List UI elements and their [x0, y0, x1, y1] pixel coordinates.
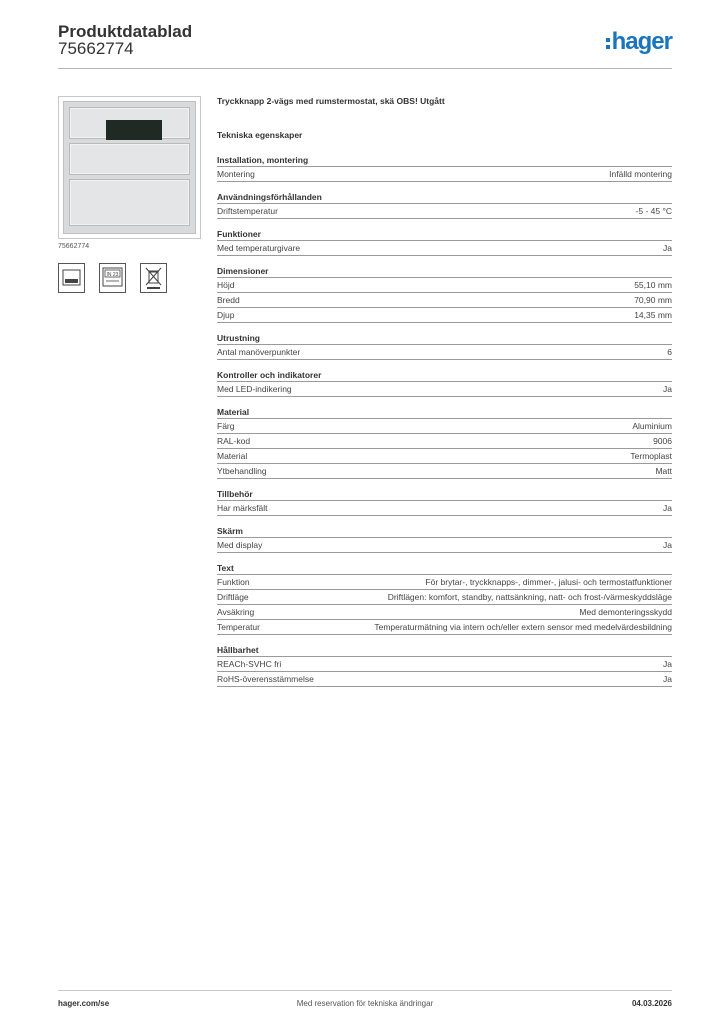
spec-section [217, 155, 672, 182]
spec-label: Ytbehandling [217, 466, 267, 476]
spec-section [217, 645, 672, 687]
spec-row [217, 433, 672, 448]
spec-section [217, 192, 672, 219]
spec-section [217, 407, 672, 479]
spec-value: Termoplast [630, 451, 672, 461]
spec-row [217, 574, 672, 589]
section-title: Installation, montering [217, 155, 309, 165]
spec-row [217, 656, 672, 671]
spec-label: Med temperaturgivare [217, 243, 301, 253]
spec-value: 9006 [653, 436, 672, 446]
spec-section [217, 370, 672, 397]
section-title: Kontroller och indikatorer [217, 370, 322, 380]
spec-row [217, 307, 672, 323]
section-title: Funktioner [217, 229, 261, 239]
spec-label: Höjd [217, 280, 235, 290]
spec-row [217, 589, 672, 604]
hager-logo [606, 28, 672, 56]
spec-sections [217, 155, 672, 687]
spec-label: Montering [217, 169, 255, 179]
spec-value: Med demonteringsskydd [579, 607, 672, 617]
certification-icons [58, 263, 167, 293]
image-caption: 75662774 [58, 243, 90, 250]
logo-text: hager [611, 28, 672, 55]
spec-value: Ja [663, 674, 672, 684]
section-title: Text [217, 563, 234, 573]
spec-row [217, 240, 672, 256]
spec-section [217, 229, 672, 256]
spec-value: -5 - 45 °C [635, 206, 672, 216]
page-header [58, 20, 672, 70]
spec-label: Med LED-indikering [217, 384, 292, 394]
spec-row [217, 344, 672, 360]
product-description: Tryckknapp 2-vägs med rumstermostat, skä OBS! Utgått [217, 96, 445, 106]
spec-value: 70,90 mm [634, 295, 672, 305]
logo-dots-icon [606, 38, 610, 49]
tech-props-heading: Tekniska egenskaper [217, 130, 303, 140]
spec-value: Ja [663, 243, 672, 253]
footer-disclaimer: Med reservation för tekniska ändringar [296, 999, 434, 1008]
section-title: Tillbehör [217, 489, 253, 499]
spec-value: För brytar-, tryckknapps-, dimmer-, jalusi- och termostatfunktioner [425, 577, 672, 587]
spec-row [217, 671, 672, 687]
product-image [58, 96, 201, 239]
document-number: 75662774 [58, 39, 134, 58]
timer-display-text: IN 23 [106, 272, 119, 278]
spec-value: Ja [663, 503, 672, 513]
spec-row [217, 381, 672, 397]
spec-section [217, 526, 672, 553]
spec-section [217, 489, 672, 516]
section-title: Hållbarhet [217, 645, 259, 655]
spec-label: Temperatur [217, 622, 260, 632]
spec-value: 55,10 mm [634, 280, 672, 290]
rocker-top [69, 107, 190, 139]
spec-row [217, 166, 672, 182]
spec-row [217, 619, 672, 635]
spec-row [217, 500, 672, 516]
spec-value: Driftlägen: komfort, standby, nattsänkning, natt- och frost-/värmeskyddsläge [387, 592, 672, 602]
spec-value: Ja [663, 540, 672, 550]
spec-row [217, 203, 672, 219]
spec-section [217, 563, 672, 635]
spec-row [217, 448, 672, 463]
lcd-display [106, 120, 162, 140]
spec-label: Driftstemperatur [217, 206, 278, 216]
section-title: Användningsförhållanden [217, 192, 322, 202]
spec-section [217, 333, 672, 360]
spec-content [217, 96, 672, 697]
spec-label: Bredd [217, 295, 240, 305]
weee-crossed-bin-icon [140, 263, 167, 293]
spec-label: Färg [217, 421, 235, 431]
rocker-bottom [69, 179, 190, 226]
spec-row [217, 604, 672, 619]
page-footer [58, 990, 672, 1011]
section-title: Utrustning [217, 333, 260, 343]
switch-plate [63, 101, 196, 234]
header-divider [58, 68, 672, 69]
spec-value: Matt [655, 466, 672, 476]
spec-label: Funktion [217, 577, 250, 587]
timer-display-icon [99, 263, 126, 293]
display-device-icon [58, 263, 85, 293]
spec-value: Ja [663, 384, 672, 394]
spec-row [217, 418, 672, 433]
spec-row [217, 463, 672, 479]
spec-label: REACh-SVHC fri [217, 659, 282, 669]
spec-label: RoHS-överensstämmelse [217, 674, 314, 684]
spec-label: Material [217, 451, 248, 461]
footer-date: 04.03.2026 [631, 999, 672, 1008]
spec-value: 6 [667, 347, 672, 357]
spec-label: Antal manöverpunkter [217, 347, 301, 357]
spec-value: Infälld montering [609, 169, 672, 179]
spec-label: Djup [217, 310, 235, 320]
spec-row [217, 292, 672, 307]
spec-value: Temperaturmätning via intern och/eller extern sensor med medelvärdesbildning [374, 622, 672, 632]
spec-row [217, 537, 672, 553]
spec-label: Driftläge [217, 592, 249, 602]
document-title: Produktdatablad [58, 22, 193, 41]
section-title: Skärm [217, 526, 243, 536]
spec-value: Aluminium [632, 421, 672, 431]
section-title: Dimensioner [217, 266, 269, 276]
spec-section [217, 266, 672, 323]
spec-value: 14,35 mm [634, 310, 672, 320]
spec-row [217, 277, 672, 292]
spec-label: Har märksfält [217, 503, 268, 513]
spec-value: Ja [663, 659, 672, 669]
footer-website: hager.com/se [58, 999, 110, 1008]
spec-label: RAL-kod [217, 436, 251, 446]
spec-label: Avsäkring [217, 607, 255, 617]
spec-label: Med display [217, 540, 263, 550]
section-title: Material [217, 407, 250, 417]
rocker-middle [69, 143, 190, 175]
